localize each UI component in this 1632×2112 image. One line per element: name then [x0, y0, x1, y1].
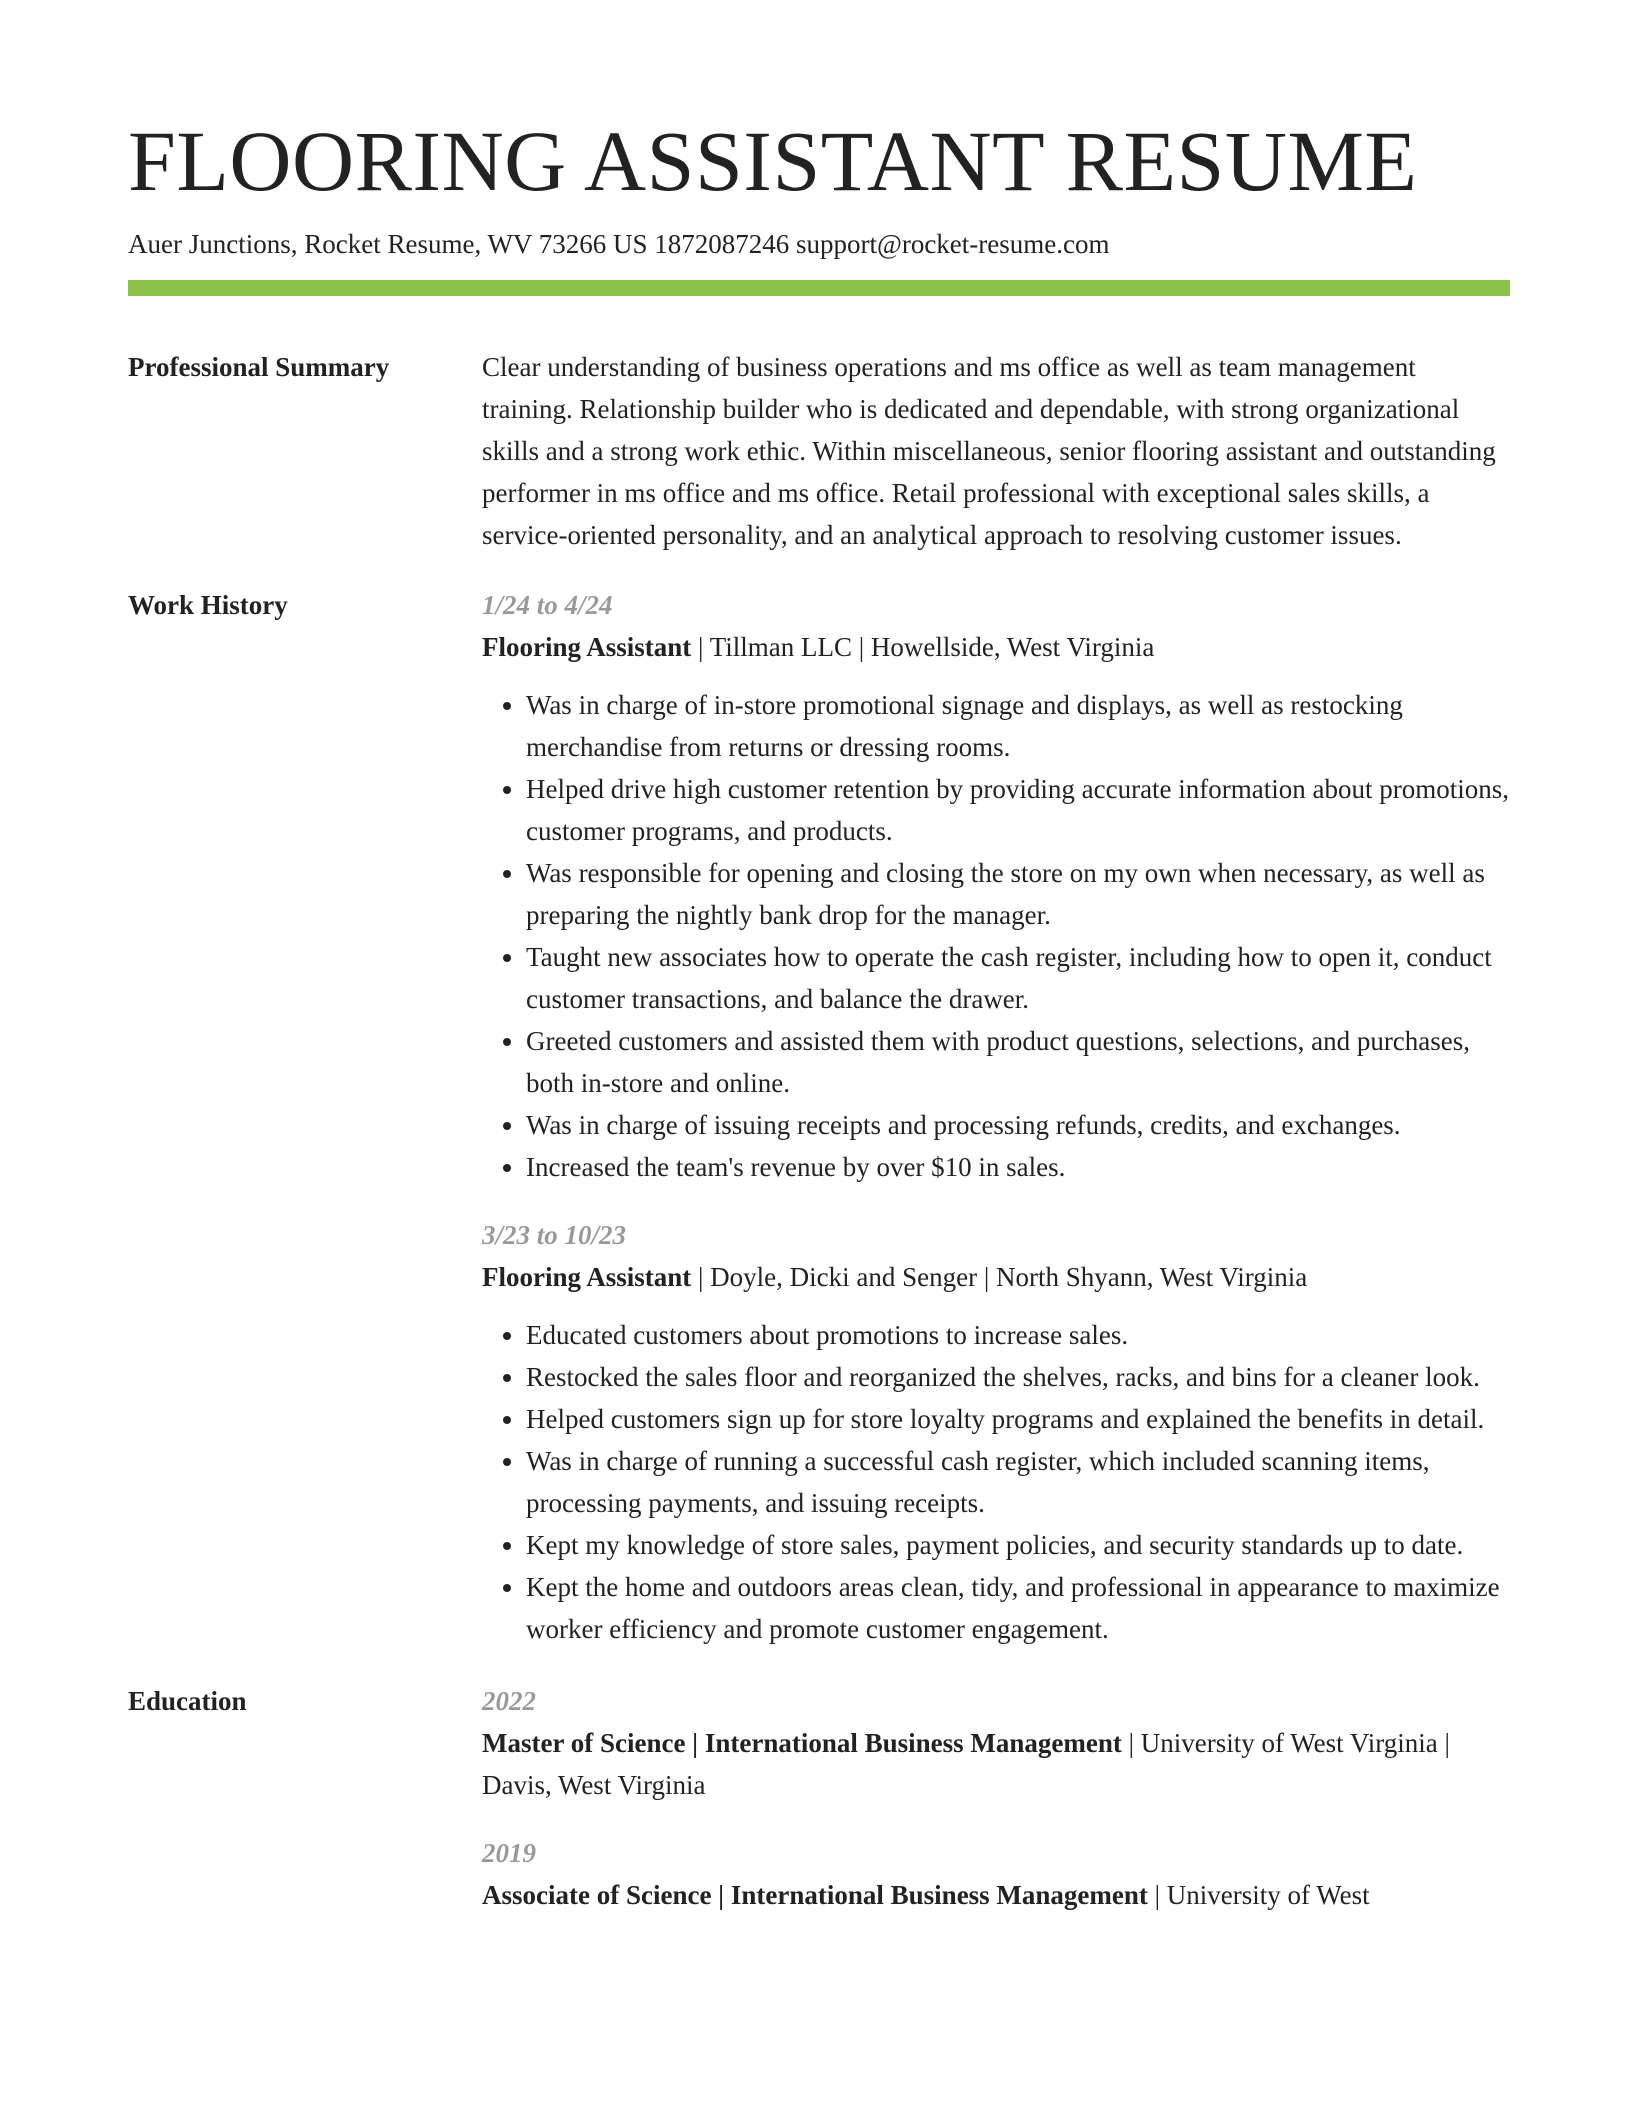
education-entry: [482, 1680, 1510, 1806]
job-title: Flooring Assistant: [482, 1262, 692, 1293]
job-entry: [482, 584, 1510, 1188]
job-bullet: • Greeted customers and assisted them with product questions, selections, and purchases, both in-store and online.: [526, 1020, 1510, 1104]
job-bullet: • Was in charge of running a successful cash register, which included scanning items, processing payments, and issuing receipts.: [526, 1440, 1510, 1524]
education-details: | University of West: [1147, 1880, 1370, 1911]
job-header: [482, 626, 1510, 668]
job-bullet: • Helped drive high customer retention by providing accurate information about promotions, customer programs, and products.: [526, 768, 1510, 852]
summary-heading: Professional Summary: [128, 352, 390, 383]
job-bullet: • Was in charge of in-store promotional signage and displays, as well as restocking merchandise from returns or dressing rooms.: [526, 684, 1510, 768]
job-header: [482, 1256, 1510, 1298]
job-title: Flooring Assistant: [482, 632, 692, 663]
work-history-section: [128, 584, 1510, 1650]
job-bullet: • Was responsible for opening and closing the store on my own when necessary, as well as preparing the nightly bank drop for the manager.: [526, 852, 1510, 936]
summary-section: [128, 346, 1510, 556]
job-bullet: • Educated customers about promotions to increase sales.: [526, 1314, 1510, 1356]
job-bullets: [482, 684, 1510, 1188]
job-details: | Tillman LLC | Howellside, West Virginia: [691, 632, 1155, 663]
job-details: | Doyle, Dicki and Senger | North Shyann, West Virginia: [691, 1262, 1308, 1293]
contact-line: Auer Junctions, Rocket Resume, WV 73266 US 1872087246 support@rocket-resume.com: [128, 229, 1110, 259]
education-year: 2022: [482, 1686, 536, 1717]
education-details: | University of West Virginia | Davis, West Virginia: [482, 1728, 1450, 1801]
work-history-heading: Work History: [128, 590, 288, 621]
education-year: 2019: [482, 1838, 536, 1869]
education-section: [128, 1680, 1510, 1916]
job-bullet: • Was in charge of issuing receipts and processing refunds, credits, and exchanges.: [526, 1104, 1510, 1146]
job-bullets: [482, 1314, 1510, 1650]
education-line: [482, 1722, 1510, 1806]
job-bullet: • Kept my knowledge of store sales, payment policies, and security standards up to date.: [526, 1524, 1510, 1566]
resume-page: [128, 113, 1510, 1916]
work-history-body: [482, 584, 1510, 1650]
job-bullet: • Helped customers sign up for store loyalty programs and explained the benefits in detail.: [526, 1398, 1510, 1440]
education-degree: Master of Science | International Business Management: [482, 1728, 1122, 1759]
job-dates: 1/24 to 4/24: [482, 590, 613, 621]
education-entry: [482, 1832, 1510, 1916]
resume-title: FLOORING ASSISTANT RESUME: [128, 113, 1418, 209]
job-entry: [482, 1214, 1510, 1650]
education-body: [482, 1680, 1510, 1916]
summary-body: [482, 346, 1510, 556]
education-degree: Associate of Science | International Business Management: [482, 1880, 1148, 1911]
job-dates: 3/23 to 10/23: [482, 1220, 627, 1251]
job-bullet: • Taught new associates how to operate the cash register, including how to open it, conduct customer transactions, and balance the drawer.: [526, 936, 1510, 1020]
header-divider: [128, 280, 1510, 296]
job-bullet: • Kept the home and outdoors areas clean, tidy, and professional in appearance to maximize worker efficiency and promote customer engagement.: [526, 1566, 1510, 1650]
summary-text: Clear understanding of business operations and ms office as well as team management training. Relationship builder who is dedicated and dependable, with strong organizational skills and a strong work ethic. Within miscellaneous, senior flooring assistant and outstanding performer in ms office and ms office. Retail professional with exceptional sales skills, a service-oriented personality, and an analytical approach to resolving customer issues.: [482, 352, 1496, 551]
education-line: [482, 1874, 1510, 1916]
education-heading: Education: [128, 1686, 247, 1717]
job-bullet: • Restocked the sales floor and reorganized the shelves, racks, and bins for a cleaner look.: [526, 1356, 1510, 1398]
job-bullet: • Increased the team's revenue by over $10 in sales.: [526, 1146, 1510, 1188]
